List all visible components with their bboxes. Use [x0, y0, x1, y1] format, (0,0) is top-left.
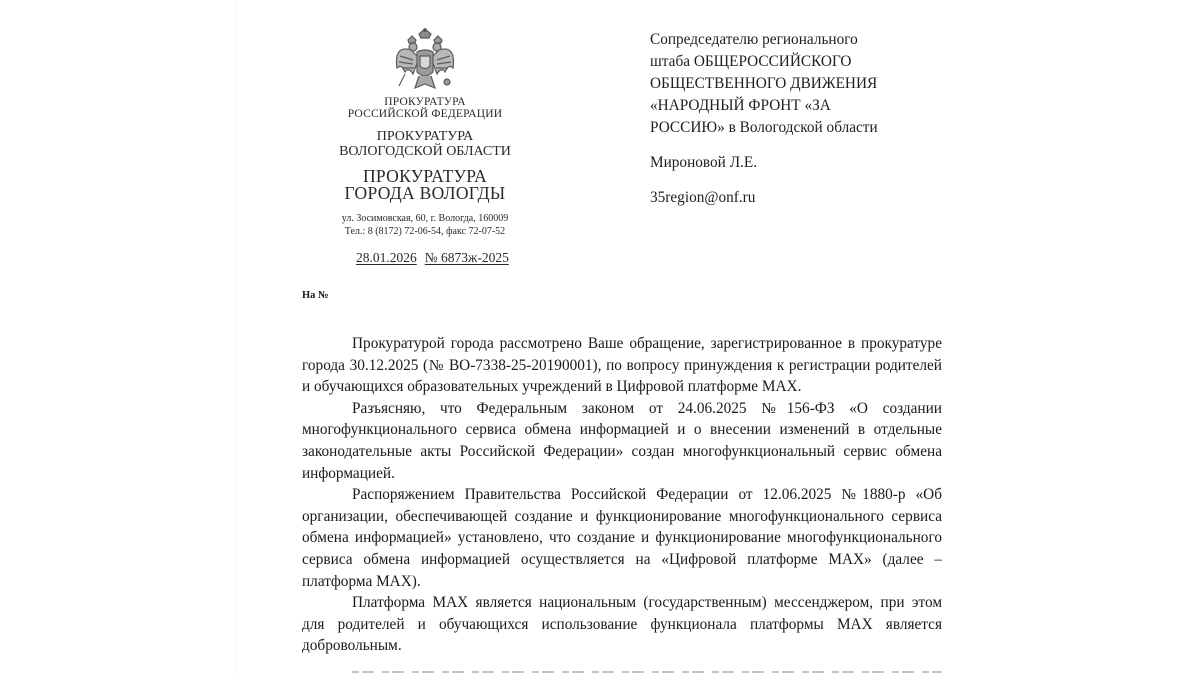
office-address: ул. Зосимовская, 60, г. Вологда, 160009: [341, 213, 509, 224]
body-paragraph: Распоряжением Правительства Российской Федерации от 12.06.2025 №1880-р «Об организации, обеспечивающей создание и функционирование многофункционального сервиса обмена информацией» установлено, что создание и функционирование многофункционального сервиса обмена информацией осуществляется на «Цифровой платформе МАХ» (далее – платформа МАХ).: [302, 486, 942, 590]
addressee-line: штаба ОБЩЕРОССИЙСКОГО: [650, 53, 852, 70]
body-paragraph: Разъясняю, что Федеральным законом от 24.06.2025 №156-ФЗ «О создании многофункционального сервиса обмена информацией и о внесении изменений в отдельные законодательные акты Российской Федерации» создан многофункциональный сервис обмена информацией.: [302, 399, 942, 482]
reference-number-label: На №: [302, 290, 329, 301]
addressee-block: [650, 29, 950, 209]
regional-prosecutor-office-title: [300, 129, 550, 159]
body-paragraph: Прокуратурой города рассмотрено Ваше обращение, зарегистрированное в прокуратуре города 30.12.2025 (№ ВО-7338-25-20190001), по вопросу принуждения к регистрации родителей и обучающихся образовательных учреждений в Цифровой платформе МАХ.: [302, 335, 942, 396]
org-title-line: ПРОКУРАТУРА: [362, 166, 488, 186]
addressee-line: РОССИЮ» в Вологодской области: [650, 119, 878, 136]
city-prosecutor-office-title: [300, 168, 550, 202]
document-number: № 6873ж-2025: [424, 250, 509, 265]
org-title-line: ГОРОДА ВОЛОГДЫ: [344, 183, 506, 203]
truncated-text-line: [352, 669, 942, 674]
addressee-line: «НАРОДНЫЙ ФРОНТ «ЗА: [650, 97, 831, 114]
addressee-name: Мироновой Л.Е.: [650, 154, 758, 171]
org-title-line: ПРОКУРАТУРА: [376, 129, 474, 144]
org-title-line: ВОЛОГОДСКОЙ ОБЛАСТИ: [339, 144, 511, 159]
org-title-line: ПРОКУРАТУРА: [384, 96, 466, 108]
document-date: 28.01.2026: [356, 250, 417, 265]
org-title-line: РОССИЙСКОЙ ФЕДЕРАЦИИ: [347, 108, 503, 120]
office-phone: Тел.: 8 (8172) 72-06-54, факс 72-07-52: [344, 226, 506, 237]
addressee-line: ОБЩЕСТВЕННОГО ДВИЖЕНИЯ: [650, 75, 878, 92]
body-paragraph: Платформа МАХ является национальным (государственным) мессенджером, при этом для родителей и обучающихся использование функционала платформы МАХ является добровольным.: [302, 594, 942, 655]
letterhead: [300, 28, 550, 266]
addressee-email: 35region@onf.ru: [650, 189, 756, 206]
addressee-organization: [650, 29, 950, 139]
addressee-line: Сопредседателю регионального: [650, 31, 858, 48]
registration-stamp: [300, 250, 550, 266]
letter-body: [302, 333, 942, 657]
russian-coat-of-arms-icon: [391, 28, 459, 94]
prosecutor-general-office-title: [300, 96, 550, 120]
office-contacts: [300, 212, 550, 238]
